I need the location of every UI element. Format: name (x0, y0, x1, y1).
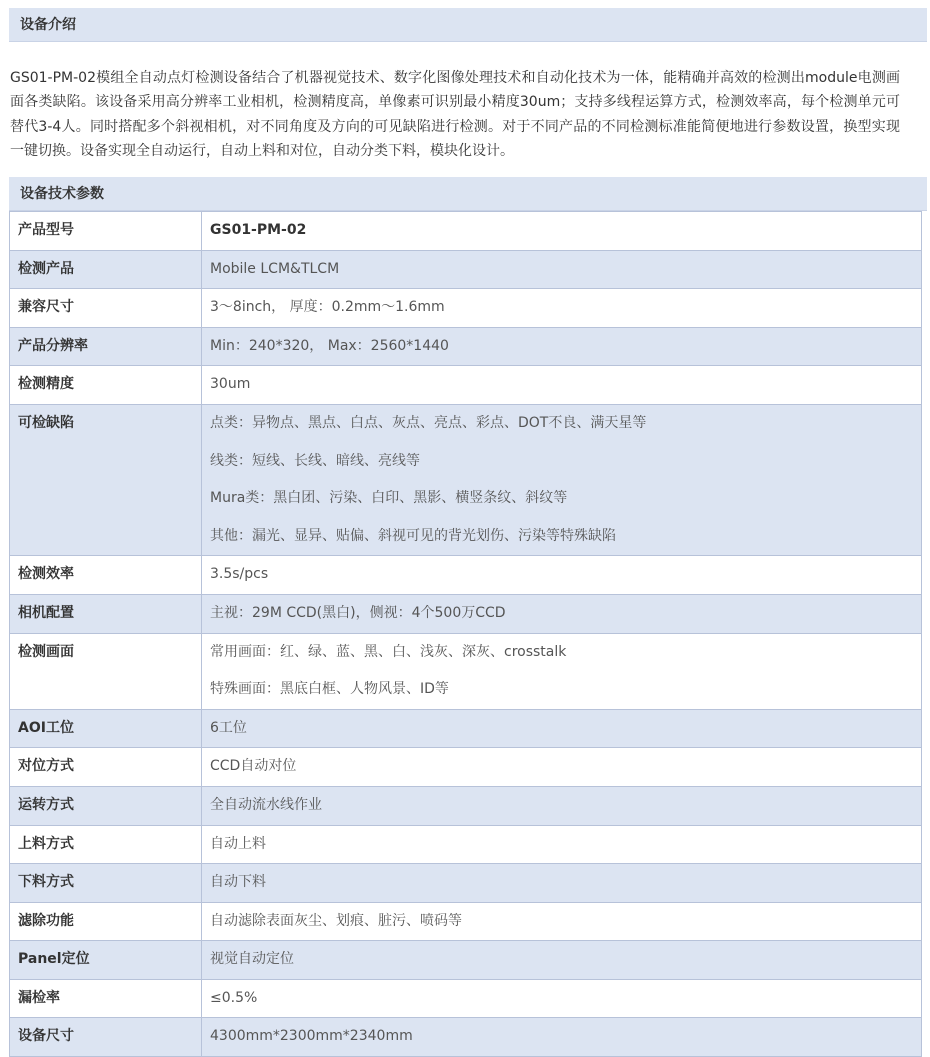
spec-key (10, 902, 202, 941)
spec-value-line: Mobile LCM&TLCM (210, 260, 340, 277)
spec-value (202, 979, 922, 1018)
spec-value (202, 327, 922, 366)
spec-key (10, 366, 202, 405)
intro-heading: 设备介绍 (20, 17, 76, 33)
intro-section-header (9, 8, 927, 42)
spec-key-label: AOI工位 (18, 719, 74, 736)
spec-value (202, 864, 922, 903)
spec-row (10, 979, 922, 1018)
spec-key-label: 产品分辨率 (18, 337, 88, 354)
spec-value-line: GS01-PM-02 (210, 222, 307, 238)
spec-value-line: 常用画面：红、绿、蓝、黑、白、浅灰、深灰、crosstalk (210, 643, 567, 660)
spec-key (10, 212, 202, 251)
spec-row (10, 864, 922, 903)
spec-value (202, 556, 922, 595)
spec-key (10, 556, 202, 595)
spec-row (10, 594, 922, 633)
spec-row (10, 709, 922, 748)
spec-value-line: 自动下料 (210, 874, 266, 891)
spec-key-label: 设备尺寸 (18, 1028, 74, 1045)
spec-value-line: 全自动流水线作业 (210, 796, 322, 813)
spec-row (10, 212, 922, 251)
spec-key-label: 漏检率 (18, 989, 60, 1006)
spec-value-line: 30um (210, 376, 251, 393)
spec-key-label: 可检缺陷 (18, 414, 74, 431)
spec-value-line: 3.5s/pcs (210, 566, 269, 583)
spec-row (10, 366, 922, 405)
spec-value (202, 941, 922, 980)
spec-row (10, 902, 922, 941)
spec-row (10, 327, 922, 366)
spec-row (10, 404, 922, 555)
spec-value (202, 633, 922, 709)
spec-key-label: 运转方式 (18, 796, 74, 813)
spec-heading: 设备技术参数 (20, 186, 104, 202)
spec-key (10, 327, 202, 366)
spec-value-line: Min：240*320， Max：2560*1440 (210, 337, 449, 354)
spec-value-line: 自动滤除表面灰尘、划痕、脏污、喷码等 (210, 912, 462, 929)
spec-value (202, 786, 922, 825)
spec-key (10, 594, 202, 633)
spec-row (10, 250, 922, 289)
spec-key-label: 滤除功能 (18, 912, 74, 929)
spec-key-label: 对位方式 (18, 758, 74, 775)
spec-key (10, 404, 202, 555)
spec-value-line: Mura类：黑白团、污染、白印、黑影、横竖条纹、斜纹等 (210, 490, 568, 507)
spec-key-label: 检测画面 (18, 643, 74, 660)
spec-value-line: 6工位 (210, 719, 247, 736)
spec-key-label: 兼容尺寸 (18, 299, 74, 316)
spec-value-line: 线类：短线、长线、暗线、亮线等 (210, 452, 420, 469)
spec-key (10, 250, 202, 289)
spec-key (10, 289, 202, 328)
spec-value-line: 特殊画面：黑底白框、人物风景、ID等 (210, 681, 449, 698)
spec-value-line: CCD自动对位 (210, 758, 297, 775)
spec-key (10, 748, 202, 787)
spec-key (10, 825, 202, 864)
spec-value-line: ≤0.5% (210, 989, 258, 1006)
spec-value (202, 289, 922, 328)
spec-key (10, 941, 202, 980)
spec-row (10, 941, 922, 980)
spec-row (10, 786, 922, 825)
spec-key-label: 检测精度 (18, 376, 74, 393)
spec-key-label: 下料方式 (18, 874, 74, 891)
spec-value (202, 250, 922, 289)
spec-section-header (9, 177, 927, 211)
spec-value-line: 3～8inch， 厚度：0.2mm～1.6mm (210, 299, 445, 316)
spec-value-line: 点类：异物点、黑点、白点、灰点、亮点、彩点、DOT不良、满天星等 (210, 414, 647, 431)
spec-key (10, 979, 202, 1018)
spec-value (202, 404, 922, 555)
spec-key (10, 633, 202, 709)
spec-key-label: 相机配置 (18, 604, 74, 621)
spec-value (202, 825, 922, 864)
spec-key (10, 786, 202, 825)
spec-value-line: 其他：漏光、显异、贴偏、斜视可见的背光划伤、污染等特殊缺陷 (210, 527, 616, 544)
spec-value (202, 709, 922, 748)
spec-value-line: 视觉自动定位 (210, 951, 294, 968)
spec-key-label: 上料方式 (18, 835, 74, 852)
intro-paragraph: GS01-PM-02模组全自动点灯检测设备结合了机器视觉技术、数字化图像处理技术和自动化技术为一体，能精确并高效的检测出module电测画面各类缺陷。该设备采用高分辨率工业相机，检测精度高，单像素可识别最小精度30um；支持多线程运算方式，检测效率高，每个检测单元可替代3-4人。同时搭配多个斜视相机，对不同角度及方向的可见缺陷进行检测。对于不同产品的不同检测标准能简便地进行参数设置，换型实现一键切换。设备实现全自动运行，自动上料和对位，自动分类下料，模块化设计。 (10, 70, 900, 159)
spec-value-line: 自动上料 (210, 835, 266, 852)
spec-table (9, 211, 922, 1057)
spec-row (10, 825, 922, 864)
spec-row (10, 748, 922, 787)
spec-row (10, 633, 922, 709)
spec-value (202, 902, 922, 941)
spec-value (202, 366, 922, 405)
spec-key-label: 检测效率 (18, 566, 74, 583)
spec-value-line: 主视：29M CCD(黑白)，侧视：4个500万CCD (210, 604, 506, 621)
spec-value (202, 594, 922, 633)
spec-key (10, 864, 202, 903)
spec-key-label: 检测产品 (18, 260, 74, 277)
spec-row (10, 556, 922, 595)
spec-key (10, 709, 202, 748)
spec-row (10, 289, 922, 328)
spec-value-line: 4300mm*2300mm*2340mm (210, 1028, 413, 1045)
spec-key-label: Panel定位 (18, 951, 90, 968)
spec-value (202, 748, 922, 787)
spec-key-label: 产品型号 (18, 222, 74, 238)
spec-value (202, 212, 922, 251)
